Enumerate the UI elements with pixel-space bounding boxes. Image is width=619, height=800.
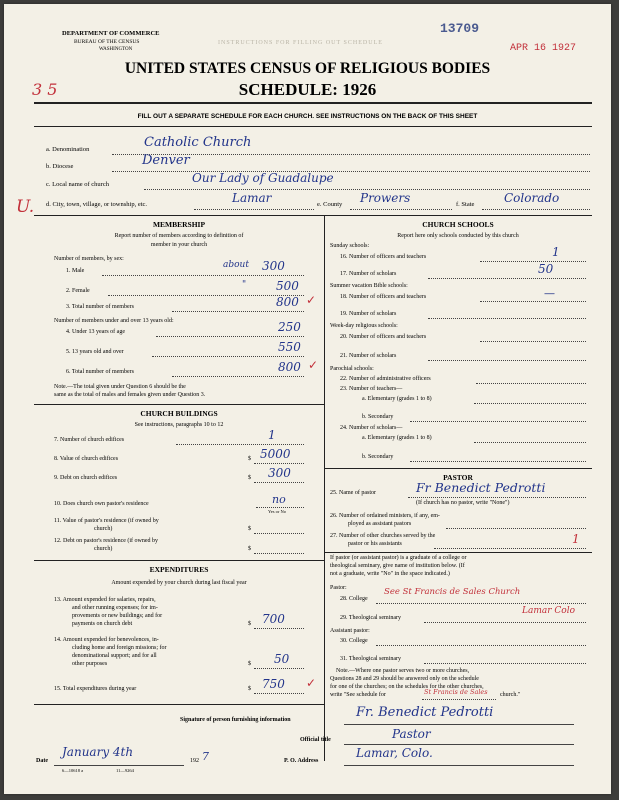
buildings-heading: CHURCH BUILDINGS <box>140 409 218 418</box>
bleed-through-text: INSTRUCTIONS FOR FILLING OUT SCHEDULE <box>218 40 383 46</box>
county-value: Prowers <box>360 191 411 205</box>
q26-line-1: 26. Number of ordained ministers, if any, em- <box>330 513 440 519</box>
q17-value: 50 <box>538 262 554 276</box>
pastor-heading: PASTOR <box>443 473 473 482</box>
under-13-label: 4. Under 13 years of age <box>66 329 125 335</box>
q28-label: 28. College <box>340 596 368 602</box>
residence-value-label-1: 11. Value of pastor's residence (if owned by <box>54 518 159 524</box>
q17-line <box>428 278 586 279</box>
over-13-label: 5. 13 years old and over <box>66 349 124 355</box>
q28-line <box>376 603 586 604</box>
expenditures-rule <box>34 704 324 705</box>
check-mark-2: ✓ <box>308 358 319 372</box>
diocese-value: Denver <box>142 153 190 168</box>
q27-line <box>434 548 586 549</box>
q18-line <box>480 301 586 302</box>
q23-label: 23. Number of teachers— <box>340 386 403 392</box>
edifices-label: 7. Number of church edifices <box>54 437 125 443</box>
diocese-label: b. Diocese <box>46 163 74 170</box>
by-sex-label: Number of members, by sex: <box>54 256 124 262</box>
q23a-line <box>474 403 586 404</box>
official-title-label: Official title <box>300 737 331 743</box>
q14-line-2: cluding home and foreign missions; for <box>72 645 167 651</box>
q16-label: 16. Number of officers and teachers <box>340 254 427 260</box>
signature-line <box>344 724 574 725</box>
membership-intro-2: member in your church <box>150 242 208 248</box>
state-line <box>482 209 590 210</box>
male-value: 300 <box>262 259 285 273</box>
membership-intro-1: Report number of members according to definition of <box>114 233 244 239</box>
pastor-sub-label: Pastor: <box>330 585 347 591</box>
po-address-label: P. O. Address <box>284 758 319 764</box>
pastor-note-2: Questions 28 and 29 should be answered only on the schedule <box>330 676 479 682</box>
total-members-value: 800 <box>276 295 299 309</box>
owns-residence-line <box>256 507 304 508</box>
q23b-label: b. Secondary <box>362 414 394 420</box>
q13-line-1: 13. Amount expended for salaries, repairs, <box>54 597 156 603</box>
schools-intro: Report here only schools conducted by this church <box>397 233 519 239</box>
q21-label: 21. Number of scholars <box>340 353 397 359</box>
edifice-debt-line <box>254 482 304 483</box>
edifice-debt-amount: 300 <box>268 466 291 480</box>
q14-line-1: 14. Amount expended for benevolences, in- <box>54 637 159 643</box>
q30-label: 30. College <box>340 638 368 644</box>
q17-label: 17. Number of scholars <box>340 271 397 277</box>
census-schedule-page <box>4 4 611 794</box>
diocese-line <box>112 171 590 172</box>
q13-line-3: provements or new buildings; and for <box>72 613 163 619</box>
header-rule <box>34 102 592 104</box>
state-value: Colorado <box>504 191 560 205</box>
schools-heading: CHURCH SCHOOLS <box>422 220 494 229</box>
q24b-line <box>410 461 586 462</box>
denomination-value: Catholic Church <box>144 135 252 150</box>
local-name-line <box>144 189 590 190</box>
po-address-line <box>344 765 574 766</box>
q25-hint: (If church has no pastor, write "None") <box>416 500 510 506</box>
dollar-sign-12: $ <box>248 546 251 552</box>
dollar-sign-9: $ <box>248 475 251 481</box>
residence-debt-label-1: 12. Debt on pastor's residence (if owned by <box>54 538 159 544</box>
signature-value: Fr. Benedict Pedrotti <box>356 705 494 720</box>
dollar-sign-11: $ <box>248 526 251 532</box>
q27-line-1: 27. Number of other churches served by the <box>330 533 436 539</box>
instruction-rule <box>34 126 592 127</box>
county-label: e. County <box>317 201 343 208</box>
q31-label: 31. Theological seminary <box>340 656 402 662</box>
grad-note-3: not a graduate, write "No" in the space indicated.) <box>330 571 450 577</box>
residence-value-line <box>254 533 304 534</box>
q13-value: 700 <box>262 612 285 626</box>
date-label: Date <box>36 758 48 764</box>
assistant-pastor-label: Assistant pastor: <box>330 628 370 634</box>
check-mark-1: ✓ <box>306 293 317 307</box>
date-value: January 4th <box>62 745 134 759</box>
dollar-sign-8: $ <box>248 456 251 462</box>
edifices-line <box>176 444 304 445</box>
dollar-sign-13: $ <box>248 621 251 627</box>
signature-label: Signature of person furnishing information <box>180 717 291 723</box>
edifices-value: 1 <box>268 428 276 442</box>
local-name-value: Our Lady of Guadalupe <box>192 171 334 185</box>
margin-number: 3 5 <box>32 80 58 99</box>
year-prefix: 192 <box>190 758 199 764</box>
q15-line <box>254 693 304 694</box>
residence-value-label-2: church) <box>94 526 113 532</box>
q21-line <box>428 360 586 361</box>
under-13-value: 250 <box>278 320 301 334</box>
total-by-age-line <box>172 376 304 377</box>
q19-label: 19. Number of scholars <box>340 311 397 317</box>
county-line <box>350 209 452 210</box>
q31-line <box>424 663 586 664</box>
schedule-title: SCHEDULE: 1926 <box>238 80 377 99</box>
q18-label: 18. Number of officers and teachers <box>340 294 427 300</box>
q13-line-4: payments on church debt <box>72 621 133 627</box>
dollar-sign-15: $ <box>248 686 251 692</box>
total-by-age-value: 800 <box>278 360 301 374</box>
total-by-age-label: 6. Total number of members <box>66 369 134 375</box>
column-divider <box>324 215 325 761</box>
sunday-schools-label: Sunday schools: <box>330 243 370 249</box>
bureau-label: BUREAU OF THE CENSUS <box>74 39 140 45</box>
pastor-note-5: church." <box>500 692 521 698</box>
q26-line-2: ployed as assistant pastors <box>348 521 412 527</box>
membership-heading: MEMBERSHIP <box>152 220 206 229</box>
weekday-schools-label: Week-day religious schools: <box>330 323 398 329</box>
membership-note-1: Note.—The total given under Question 6 should be the <box>54 384 186 390</box>
expenditures-heading: EXPENDITURES <box>149 565 209 574</box>
female-note: " <box>242 280 247 290</box>
pastor-note-fill: St Francis de Sales <box>424 688 488 696</box>
residence-debt-line <box>254 553 304 554</box>
owns-residence-value: no <box>272 493 286 506</box>
city-label: WASHINGTON <box>99 47 133 52</box>
q27-line-2: pastor or his assistants <box>348 541 402 547</box>
q16-line <box>480 261 586 262</box>
membership-note-2: same as the total of males and females given under Question 3. <box>54 392 206 398</box>
male-label: 1. Male <box>66 268 85 274</box>
pastor-note-3: for one of the churches; on the schedules for the other churches, <box>330 684 484 690</box>
buildings-rule <box>34 560 324 561</box>
q23b-line <box>410 421 586 422</box>
female-line <box>108 295 304 296</box>
q22-label: 22. Number of administrative officers <box>340 376 431 382</box>
owns-residence-label: 10. Does church own pastor's residence <box>54 501 149 507</box>
margin-mark: U. <box>16 197 35 217</box>
q29-line <box>424 622 586 623</box>
q15-value: 750 <box>262 677 285 691</box>
q24-label: 24. Number of scholars— <box>340 425 403 431</box>
q26-line <box>446 528 586 529</box>
q13-line <box>254 628 304 629</box>
q25-line <box>408 497 586 498</box>
city-line <box>194 209 314 210</box>
under-13-line <box>156 336 304 337</box>
grad-note-1: If pastor (or assistant pastor) is a graduate of a college or <box>330 555 467 561</box>
expenditures-sub: Amount expended by your church during last fiscal year <box>111 580 247 586</box>
q30-line <box>376 645 586 646</box>
state-label: f. State <box>456 201 475 208</box>
residence-debt-label-2: church) <box>94 546 113 552</box>
q14-line <box>254 668 304 669</box>
local-name-label: c. Local name of church <box>46 181 109 188</box>
pastor-rule <box>324 552 592 553</box>
dollar-sign-14: $ <box>248 661 251 667</box>
q24a-label: a. Elementary (grades 1 to 8) <box>362 435 432 441</box>
edifice-value-label: 8. Value of church edifices <box>54 456 119 462</box>
edifice-value-line <box>254 463 304 464</box>
buildings-sub: See instructions, paragraphs 10 to 12 <box>134 422 224 428</box>
membership-rule <box>34 404 324 405</box>
department-label: DEPARTMENT OF COMMERCE <box>62 30 160 37</box>
q25-value: Fr Benedict Pedrotti <box>416 480 546 495</box>
q24a-line <box>474 442 586 443</box>
yes-or-no-hint: Yes or No <box>268 509 287 514</box>
q25-label: 25. Name of pastor <box>330 490 376 496</box>
q14-line-3: denominational support; and for all <box>72 653 157 659</box>
city-label-field: d. City, town, village, or township, etc. <box>46 201 148 208</box>
form-number: 6—10618 a <box>62 768 84 773</box>
print-number: 11—9264 <box>116 768 134 773</box>
year-suffix: 7 <box>202 750 209 763</box>
over-13-line <box>152 356 304 357</box>
q16-value: 1 <box>552 245 560 259</box>
po-address-value: Lamar, Colo. <box>356 746 433 760</box>
pastor-note-4: write "See schedule for <box>330 692 386 698</box>
female-value: 500 <box>276 279 299 293</box>
total-members-label: 3. Total number of members <box>66 304 134 310</box>
female-label: 2. Female <box>66 288 90 294</box>
age-intro-label: Number of members under and over 13 years old: <box>54 318 174 324</box>
pastor-note-line <box>422 699 496 700</box>
q19-line <box>428 318 586 319</box>
male-note: about <box>223 260 249 270</box>
male-line <box>102 275 304 276</box>
serial-number: 13709 <box>440 21 480 36</box>
q28-value: See St Francis de Sales Church <box>384 587 521 597</box>
q22-line <box>476 383 586 384</box>
schools-rule <box>324 468 592 469</box>
pastor-note-1: Note.—Where one pastor serves two or more churches, <box>336 668 470 674</box>
official-title-value: Pastor <box>392 727 431 741</box>
edifice-debt-label: 9. Debt on church edifices <box>54 475 118 481</box>
form-title: UNITED STATES CENSUS OF RELIGIOUS BODIES <box>124 60 491 77</box>
summer-schools-label: Summer vacation Bible schools: <box>330 283 408 289</box>
date-line <box>54 765 184 766</box>
instruction-banner: FILL OUT A SEPARATE SCHEDULE FOR EACH CHURCH. SEE INSTRUCTIONS ON THE BACK OF THIS SHEET <box>137 113 478 120</box>
check-mark-3: ✓ <box>306 676 317 690</box>
q29-value: Lamar Colo <box>522 606 576 616</box>
q20-line <box>480 341 586 342</box>
q14-value: 50 <box>274 652 290 666</box>
parochial-schools-label: Parochial schools: <box>330 366 374 372</box>
edifice-value-amount: 5000 <box>260 447 291 461</box>
total-members-line <box>172 311 304 312</box>
q23a-label: a. Elementary (grades 1 to 8) <box>362 396 432 402</box>
over-13-value: 550 <box>278 340 301 354</box>
q13-line-2: and other running expenses; for im- <box>72 605 158 611</box>
city-value: Lamar <box>232 191 272 205</box>
denomination-label: a. Denomination <box>46 146 90 153</box>
received-stamp: APR 16 1927 <box>510 43 577 54</box>
q14-line-4: other purposes <box>72 661 108 667</box>
grad-note-2: theological seminary, give name of institution below. (If <box>330 563 465 569</box>
q20-label: 20. Number of officers and teachers <box>340 334 427 340</box>
q15-label: 15. Total expenditures during year <box>54 686 137 692</box>
q29-label: 29. Theological seminary <box>340 615 402 621</box>
q18-value: — <box>544 287 555 300</box>
section-top-rule <box>34 215 592 216</box>
official-title-line <box>344 744 574 745</box>
q27-value: 1 <box>572 532 580 546</box>
q24b-label: b. Secondary <box>362 454 394 460</box>
